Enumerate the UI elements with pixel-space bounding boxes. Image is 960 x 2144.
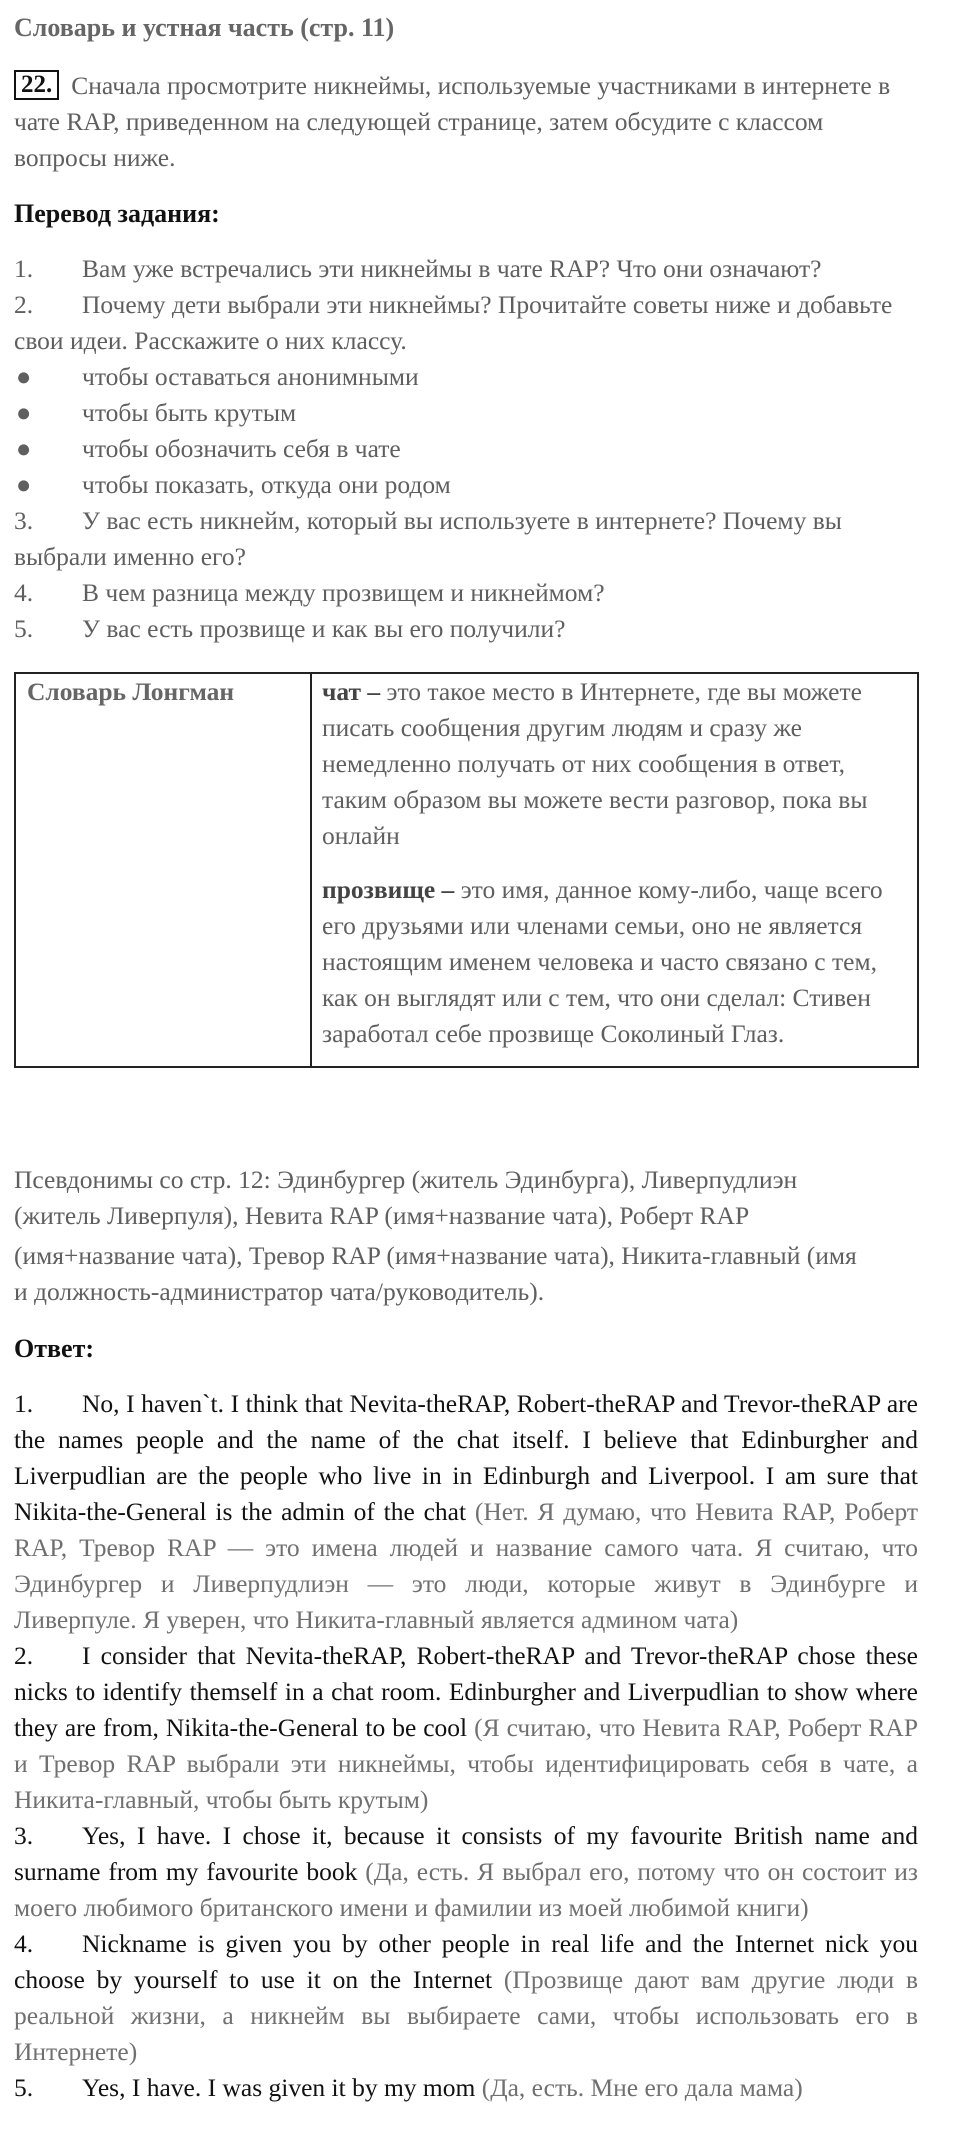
answer-english: Yes, I have. I was given it by my mom [82,2073,476,2102]
bullet-icon: ● [16,434,32,463]
definition-term: прозвище – [322,875,455,904]
answer-english: I consider that Nevita-theRAP, Robert-theRAP and Trevor-theRAP chose these nicks to identify themself in a chat room. Edinburgher and Liverpudlian to show where they are from, Nikita-the-General to be cool [14,1641,918,1742]
answer-list [14,1386,918,2106]
answer-number: 3. [14,1821,34,1850]
answer-russian: (Прозвище дают вам другие люди в реальной жизни, а никнейм вы выбираете сами, чтобы использовать его в Интернете) [14,1965,918,2066]
pseudonyms-line: (имя+название чата), Тревор RAP (имя+название чата), Никита-главный (имя [14,1241,857,1270]
dictionary-name: Словарь Лонгман [15,673,311,1067]
question-5 [14,611,918,647]
question-text: У вас есть прозвище и как вы его получили? [82,614,566,643]
answer-1 [14,1386,918,1638]
bullet-item [14,359,918,395]
answer-russian: (Я считаю, что Невита RAP, Роберт RAP и Тревор RAP выбрали эти никнеймы, чтобы идентифицировать себя в чате, а Никита-главный, чтобы быть крутым) [14,1713,919,1814]
bullet-text: чтобы обозначить себя в чате [82,434,401,463]
answer-russian: (Да, есть. Мне его дала мама) [481,2073,803,2102]
translation-list [14,251,918,647]
pseudonyms-paragraph [14,1162,918,1310]
bullet-item [14,431,918,467]
answer-4 [14,1926,918,2070]
dictionary-table [14,672,919,1068]
bullet-text: чтобы оставаться анонимными [82,362,419,391]
definition-text: это такое место в Интернете, где вы можете писать сообщения другим людям и сразу же немедленно получать от них сообщения в ответ, таким образом вы можете вести разговор, пока вы онлайн [322,677,868,850]
dictionary-definitions [311,673,918,1067]
pseudonyms-line: Псевдонимы со стр. 12: Эдинбургер (житель Эдинбурга), Ливерпудлиэн [14,1165,798,1194]
bullet-icon: ● [16,470,32,499]
question-text: У вас есть никнейм, который вы используете в интернете? Почему вы выбрали именно его? [14,506,842,571]
definition-term: чат – [322,677,381,706]
bullet-text: чтобы быть крутым [82,398,297,427]
answer-number: 1. [14,1389,34,1418]
translation-heading: Перевод задания: [14,199,220,228]
question-2 [14,287,918,359]
answer-russian: (Да, есть. Я выбрал его, потому что он состоит из моего любимого британского имени и фамилии из моей любимой книги) [14,1857,919,1922]
bullet-item [14,467,918,503]
answer-number: 5. [14,2073,34,2102]
bullet-icon: ● [16,398,32,427]
question-text: В чем разница между прозвищем и никнеймом? [82,578,605,607]
question-number: 5. [14,614,34,643]
answer-russian: (Нет. Я думаю, что Невита RAP, Роберт RAP, Тревор RAP — это имена людей и название самого чата. Я считаю, что Эдинбургер и Ливерпудлиэн — это люди, которые живут в Эдинбурге и Ливерпуле. Я уверен, что Никита-главный является админом чата) [14,1497,919,1634]
page-title: Словарь и устная часть (стр. 11) [14,13,395,42]
definition-text: это имя, данное кому-либо, чаще всего его друзьями или членами семьи, оно не является настоящим именем человека и часто связано с тем, как он выглядят или с тем, что они сделал: Стивен заработал себе прозвище Соколиный Глаз. [322,875,883,1048]
bullet-icon: ● [16,362,32,391]
question-3 [14,503,918,575]
answer-english: No, I haven`t. I think that Nevita-theRAP, Robert-theRAP and Trevor-theRAP are the names people and the name of the chat itself. I believe that Edinburgher and Liverpudlian are the people who live in in Edinburgh and Liverpool. I am sure that Nikita-the-General is the admin of the chat [14,1389,918,1526]
pseudonyms-line: (житель Ливерпуля), Невита RAP (имя+название чата), Роберт RAP [14,1201,750,1230]
bullet-item [14,395,918,431]
definition-chat [322,674,903,854]
answer-english: Nickname is given you by other people in real life and the Internet nick you choose by yourself to use it on the Internet [14,1929,918,1994]
question-text: Почему дети выбрали эти никнеймы? Прочитайте советы ниже и добавьте свои идеи. Расскажите о них классу. [14,290,893,355]
question-1 [14,251,918,287]
pseudonyms-line: и должность-администратор чата/руководитель). [14,1277,545,1306]
answer-number: 2. [14,1641,34,1670]
answer-heading: Ответ: [14,1334,95,1363]
answer-5 [14,2070,918,2106]
question-number: 2. [14,290,34,319]
bullet-text: чтобы показать, откуда они родом [82,470,451,499]
question-number: 1. [14,254,34,283]
answer-2 [14,1638,918,1818]
task-number-badge: 22. [14,70,59,100]
task-block [14,68,918,176]
answer-number: 4. [14,1929,34,1958]
question-4 [14,575,918,611]
question-number: 3. [14,506,34,535]
answer-english: Yes, I have. I chose it, because it consists of my favourite British name and surname from my favourite book [14,1821,918,1886]
question-number: 4. [14,578,34,607]
definition-nickname [322,872,903,1052]
answer-3 [14,1818,918,1926]
question-text: Вам уже встречались эти никнеймы в чате RAP? Что они означают? [82,254,822,283]
task-text: Сначала просмотрите никнеймы, используемые участниками в интернете в чате RAP, приведенном на следующей странице, затем обсудите с классом вопросы ниже. [14,71,891,172]
